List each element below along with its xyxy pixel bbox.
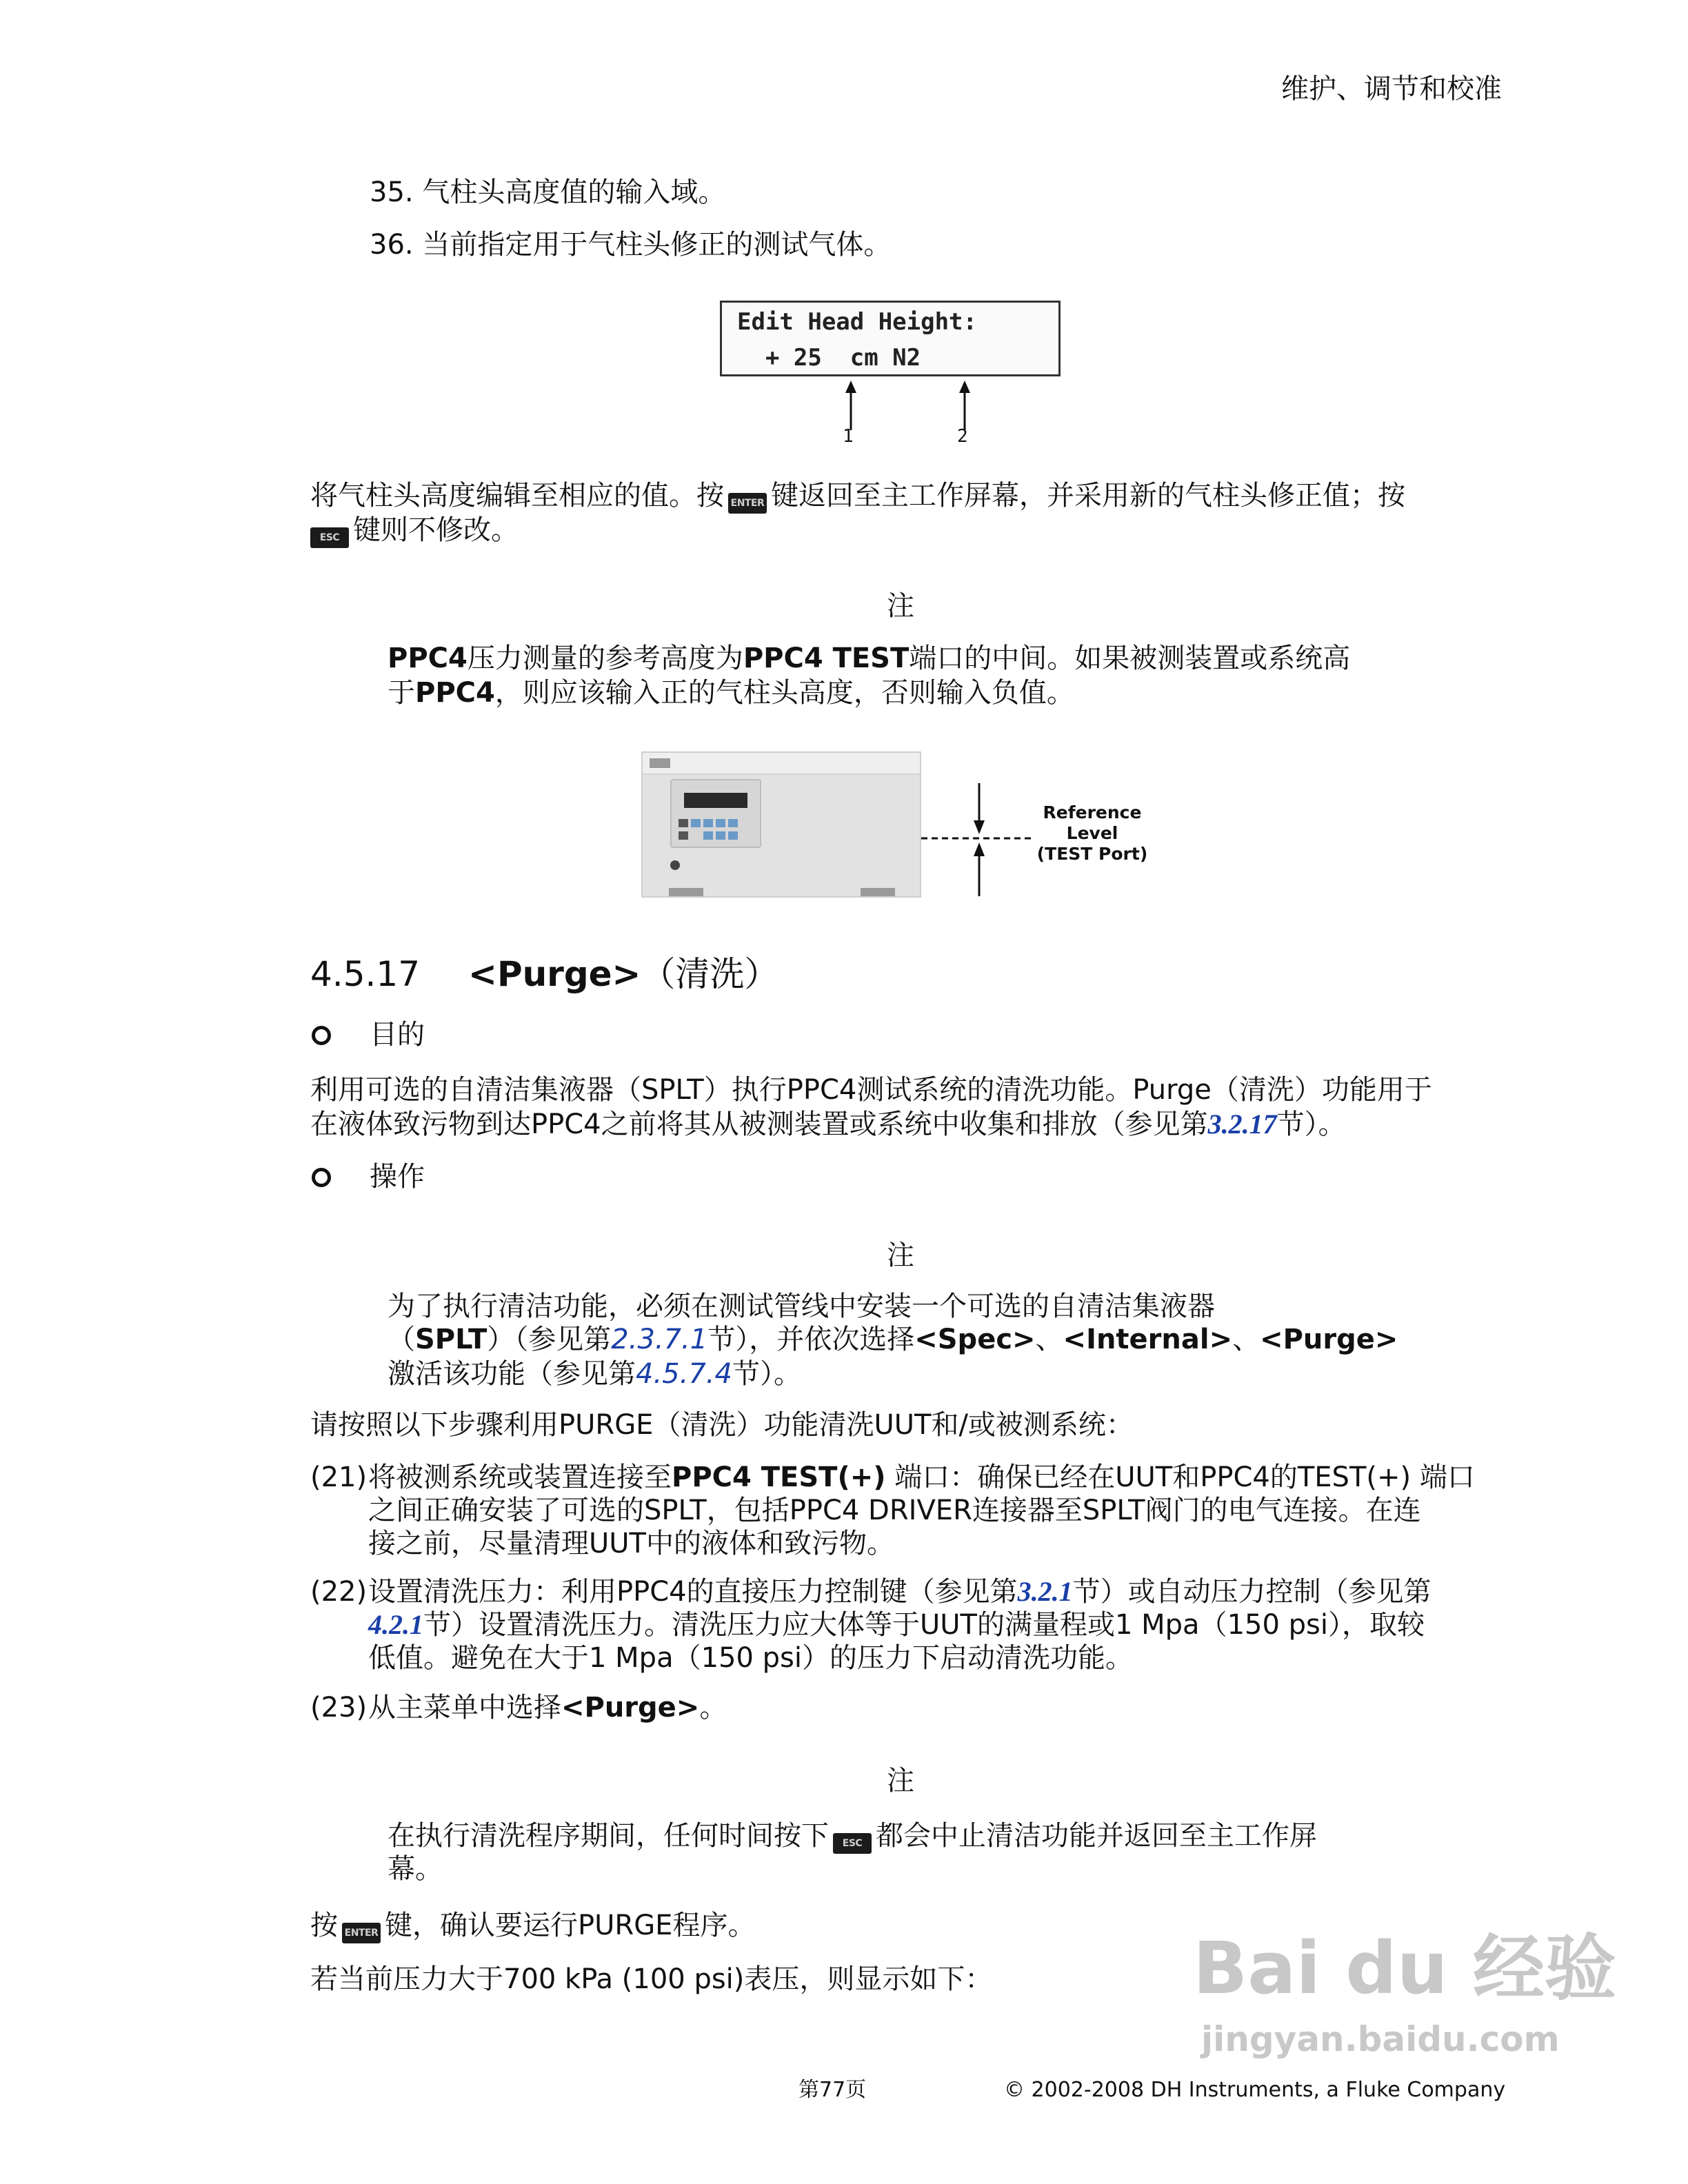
steps-intro: 请按照以下步骤利用PURGE（清洗）功能清洗UUT和/或被测系统： — [310, 1409, 1134, 1441]
callout-label-2: 2 — [957, 426, 968, 447]
step-22-line-2: 4.2.1节）设置清洗压力。清洗压力应大体等于UUT的满量程或1 Mpa（150 psi），取较 — [368, 1609, 1425, 1641]
lcd-line-1: Edit Head Height: — [737, 308, 977, 336]
step-21-line-3: 接之前，尽量清理UUT中的液体和致污物。 — [368, 1528, 894, 1559]
note-label: 注 — [887, 1240, 914, 1271]
note2-line-1: 为了执行清洁功能，必须在测试管线中安装一个可选的自清洁集液器 — [388, 1291, 1215, 1322]
step-21-number: (21) — [310, 1462, 368, 1493]
operation-heading: 操作 — [370, 1161, 425, 1193]
section-link[interactable]: 4.5.7.4 — [636, 1358, 732, 1390]
running-header: 维护、调节和校准 — [1281, 73, 1502, 105]
section-link[interactable]: 4.2.1 — [368, 1609, 423, 1640]
paragraph-edit-line-1: 将气柱头高度编辑至相应的值。按 ENTER 键返回至主工作屏幕，并采用新的气柱头修正值；按 — [310, 478, 1405, 514]
footer-copyright: © 2002-2008 DH Instruments, a Fluke Company — [1004, 2078, 1506, 2102]
paragraph-confirm: 按 ENTER 键，确认要运行PURGE程序。 — [310, 1908, 755, 1943]
callout-label-1: 1 — [843, 426, 854, 447]
lcd-display-head-height — [720, 301, 1061, 376]
lcd-line-2: + 25 cm N2 — [737, 344, 921, 372]
esc-key-icon: ESC — [833, 1833, 872, 1854]
note-label: 注 — [887, 1765, 914, 1797]
enter-key-icon: ENTER — [342, 1923, 381, 1943]
step-23-number: (23) — [310, 1692, 368, 1723]
purpose-line-1: 利用可选的自清洁集液器（SPLT）执行PPC4测试系统的清洗功能。Purge（清洗）功能用于 — [310, 1074, 1432, 1106]
page-number: 第77页 — [798, 2078, 867, 2102]
esc-key-icon: ESC — [310, 527, 349, 548]
watermark-url: jingyan.baidu.com — [1201, 2019, 1560, 2059]
lcd-callout-arrows — [720, 378, 1065, 454]
paragraph-pressure: 若当前压力大于700 kPa (100 psi)表压，则显示如下： — [310, 1963, 993, 1995]
reference-level-indicator — [921, 779, 1045, 903]
step-21-line-1: 将被测系统或装置连接至PPC4 TEST(+) 端口：确保已经在UUT和PPC4的TEST(+) 端口 — [368, 1462, 1475, 1493]
reference-level-label: Reference Level (TEST Port) — [1036, 802, 1148, 864]
ppc4-device-image — [641, 751, 921, 898]
step-22-line-3: 低值。避免在大于1 Mpa（150 psi）的压力下启动清洗功能。 — [368, 1642, 1133, 1674]
list-item: 36. 当前指定用于气柱头修正的测试气体。 — [370, 229, 892, 261]
note1-line-1: PPC4压力测量的参考高度为PPC4 TEST端口的中间。如果被测装置或系统高 — [388, 643, 1351, 674]
purpose-line-2: 在液体致污物到达PPC4之前将其从被测装置或系统中收集和排放（参见第3.2.17节）。 — [310, 1109, 1346, 1140]
note3-line-2: 幕。 — [388, 1853, 443, 1885]
watermark-logo: Bai du 经验 — [1193, 1926, 1616, 2010]
step-21-line-2: 之间正确安装了可选的SPLT，包括PPC4 DRIVER连接器至SPLT阀门的电气连接。在连 — [368, 1495, 1421, 1526]
note-label: 注 — [887, 590, 914, 622]
bullet-circle-icon — [312, 1168, 331, 1187]
step-22-number: (22) — [310, 1576, 368, 1608]
enter-key-icon: ENTER — [728, 493, 767, 514]
section-link[interactable]: 3.2.17 — [1207, 1109, 1277, 1140]
note2-line-3: 激活该功能（参见第4.5.7.4节）。 — [388, 1358, 801, 1390]
paragraph-edit-line-2: ESC 键则不修改。 — [310, 513, 519, 548]
step-22-line-1: 设置清洗压力：利用PPC4的直接压力控制键（参见第3.2.1节）或自动压力控制（参见第 — [368, 1576, 1431, 1608]
note3-line-1: 在执行清洗程序期间，任何时间按下 ESC 都会中止清洁功能并返回至主工作屏 — [388, 1819, 1317, 1854]
list-item: 35. 气柱头高度值的输入域。 — [370, 176, 726, 208]
note1-line-2: 于PPC4，则应该输入正的气柱头高度，否则输入负值。 — [388, 677, 1074, 709]
section-link[interactable]: 3.2.1 — [1017, 1576, 1073, 1607]
note2-line-2: （SPLT）（参见第2.3.7.1节），并依次选择<Spec>、<Internal>、<Purge> — [388, 1324, 1398, 1355]
section-link[interactable]: 2.3.7.1 — [611, 1324, 708, 1355]
bullet-circle-icon — [312, 1026, 331, 1045]
step-23-text: 从主菜单中选择<Purge>。 — [368, 1692, 727, 1723]
purpose-heading: 目的 — [370, 1019, 425, 1051]
section-heading: 4.5.17 <Purge>（清洗） — [310, 954, 779, 994]
